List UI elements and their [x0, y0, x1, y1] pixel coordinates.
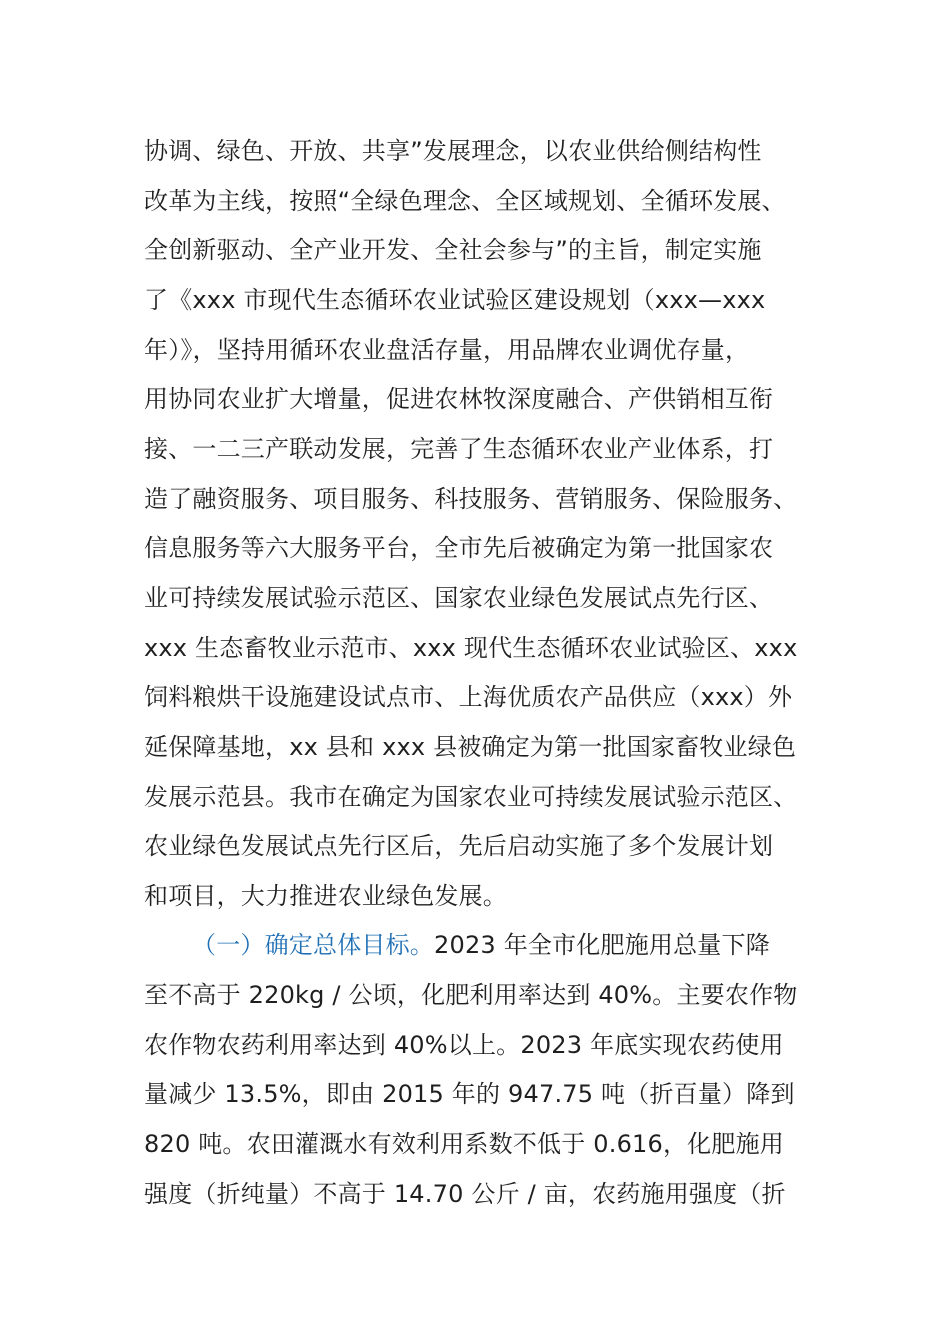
- text-line: 农作物农药利用率达到 40%以上。2023 年底实现农药使用: [144, 1031, 784, 1059]
- text-line: 和项目，大力推进农业绿色发展。: [144, 882, 507, 910]
- text-line: 发展示范县。我市在确定为国家农业可持续发展试验示范区、: [144, 783, 798, 811]
- text-line-rest: 2023 年全市化肥施用总量下降: [434, 931, 770, 959]
- text-line: 协调、绿色、开放、共享”发展理念，以农业供给侧结构性: [144, 137, 762, 165]
- text-line: 量减少 13.5%，即由 2015 年的 947.75 吨（折百量）降到: [144, 1080, 795, 1108]
- text-line: 业可持续发展试验示范区、国家农业绿色发展试点先行区、: [144, 584, 774, 612]
- text-line: 接、一二三产联动发展，完善了生态循环农业产业体系，打: [144, 435, 774, 463]
- text-line: 用协同农业扩大增量，促进农林牧深度融合、产供销相互衔: [144, 385, 774, 413]
- text-line: 改革为主线，按照“全绿色理念、全区域规划、全循环发展、: [144, 187, 786, 215]
- text-line: 信息服务等六大服务平台，全市先后被确定为第一批国家农: [144, 534, 774, 562]
- text-line: 全创新驱动、全产业开发、全社会参与”的主旨，制定实施: [144, 236, 762, 264]
- text-line: xxx 生态畜牧业示范市、xxx 现代生态循环农业试验区、xxx: [144, 634, 798, 662]
- text-line: 农业绿色发展试点先行区后，先后启动实施了多个发展计划: [144, 832, 774, 860]
- text-line: 820 吨。农田灌溉水有效利用系数不低于 0.616，化肥施用: [144, 1130, 784, 1158]
- section-heading: （一）确定总体目标。: [192, 931, 434, 959]
- text-line: 造了融资服务、项目服务、科技服务、营销服务、保险服务、: [144, 485, 798, 513]
- text-line: 年）》，坚持用循环农业盘活存量，用品牌农业调优存量，: [144, 336, 750, 364]
- text-line: 了《xxx 市现代生态循环农业试验区建设规划（xxx—xxx: [144, 286, 766, 314]
- text-line: 延保障基地，xx 县和 xxx 县被确定为第一批国家畜牧业绿色: [144, 733, 797, 761]
- text-line: 饲料粮烘干设施建设试点市、上海优质农产品供应（xxx）外: [144, 683, 793, 711]
- text-line-first: [192, 930, 770, 960]
- text-line: 强度（折纯量）不高于 14.70 公斤 / 亩，农药施用强度（折: [144, 1180, 786, 1208]
- text-line: 至不高于 220kg / 公顷，化肥利用率达到 40%。主要农作物: [144, 981, 798, 1009]
